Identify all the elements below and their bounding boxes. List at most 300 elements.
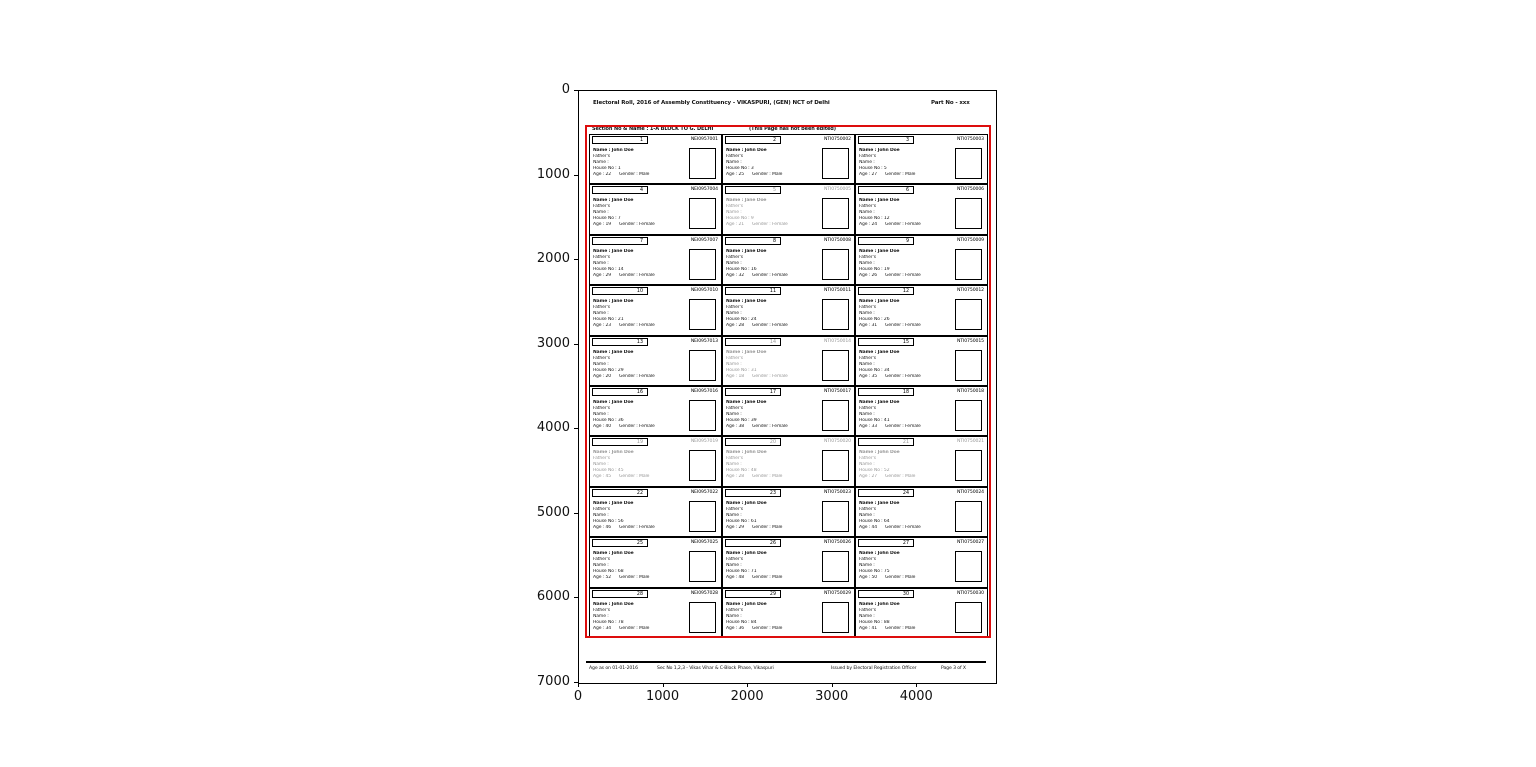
relation-line-1: Father's [859,204,876,210]
name-line: Name : John Doe [859,148,900,153]
house-line: House No : 3 [726,166,754,171]
age-gender-line: Age : 46 Gender : Female [593,524,655,530]
voter-details [726,198,818,228]
voter-card [723,236,854,284]
epic-number: NTI0750014 [823,338,851,344]
relation-line-2: Name : [593,160,609,165]
voter-card [856,589,987,637]
voter-details [593,350,685,380]
house-line: House No : 52 [859,468,890,474]
relation-line-2: Name : [593,260,609,266]
relation-line-2: Name : [726,160,742,165]
serial-number: 3 [905,138,909,143]
voter-details [726,400,818,430]
voter-card [723,387,854,435]
photo-box [822,299,849,330]
house-line: House No : 5 [859,166,887,171]
voter-details [859,602,951,632]
figure-axes [578,90,997,684]
voter-card [856,488,987,536]
serial-number: 28 [636,591,643,597]
voter-card [590,488,721,536]
voter-details [859,350,951,380]
relation-line-2: Name : [859,412,875,417]
photo-box [955,299,982,330]
serial-number: 19 [636,440,643,446]
relation-line-2: Name : [593,210,609,216]
serial-number-box [725,489,781,497]
footer-page-number: Page 3 of X [941,666,966,671]
serial-number: 20 [769,440,776,446]
serial-number-box [592,489,648,497]
serial-number-box [858,136,914,144]
age-gender-line: Age : 34 Gender : Male [593,625,650,631]
relation-line-1: Father's [859,506,876,512]
photo-box [822,602,849,633]
y-axis-tick-mark [574,344,578,345]
age-gender-line: Age : 31 Gender : Female [859,323,921,329]
name-line: Name : Jane Doe [593,248,634,254]
serial-number: 13 [636,339,643,345]
serial-number-box [592,438,648,446]
age-gender-line: Age : 28 Gender : Female [726,323,788,329]
age-gender-line: Age : 21 Gender : Female [726,222,788,228]
serial-number: 22 [636,490,643,496]
photo-box [955,148,982,179]
voter-card [590,387,721,435]
serial-number: 21 [902,440,909,446]
name-line: Name : Jane Doe [726,248,767,254]
relation-line-2: Name : [726,210,742,216]
x-axis-tick-label: 4000 [899,689,933,704]
relation-line-2: Name : [593,613,609,619]
house-line: House No : 36 [593,418,624,423]
photo-box [822,148,849,179]
photo-box [955,198,982,229]
voter-card [723,589,854,637]
relation-line-2: Name : [859,462,875,468]
y-axis-tick-label: 5000 [536,504,570,520]
age-gender-line: Age : 26 Gender : Female [859,272,921,278]
name-line: Name : Jane Doe [859,500,900,506]
serial-number: 7 [639,238,643,244]
name-line: Name : Jane Doe [726,299,767,305]
voter-card [723,337,854,385]
relation-line-2: Name : [593,512,609,518]
name-line: Name : Jane Doe [726,198,767,204]
age-gender-line: Age : 32 Gender : Female [726,272,788,278]
voter-card [723,437,854,485]
relation-line-1: Father's [726,204,743,210]
age-gender-line: Age : 22 Gender : Male [593,172,650,177]
epic-number: NEI0957019 [690,439,718,445]
relation-line-2: Name : [859,563,875,569]
serial-number: 23 [769,490,776,496]
y-axis-tick-mark [574,175,578,176]
relation-line-2: Name : [859,210,875,216]
age-gender-line: Age : 35 Gender : Female [859,373,921,379]
epic-number: NTI0750024 [956,489,984,495]
house-line: House No : 19 [859,266,890,272]
serial-number: 26 [769,541,776,547]
serial-number: 1 [639,138,643,143]
name-line: Name : Jane Doe [726,400,767,405]
house-line: House No : 29 [593,367,624,373]
relation-line-1: Father's [593,254,610,260]
house-line: House No : 75 [859,569,890,575]
epic-number: NTI0750021 [956,439,984,445]
name-line: Name : John Doe [593,601,634,607]
house-line: House No : 24 [726,317,757,323]
serial-number: 30 [902,591,909,597]
serial-number: 29 [769,591,776,597]
photo-box [955,249,982,280]
name-line: Name : Jane Doe [859,349,900,355]
serial-number: 15 [902,339,909,345]
x-axis-tick-mark [578,683,579,687]
house-line: House No : 61 [726,518,757,524]
house-line: House No : 84 [726,619,757,625]
name-line: Name : Jane Doe [859,248,900,254]
photo-box [822,400,849,431]
name-line: Name : Jane Doe [593,198,634,204]
voter-card [723,135,854,183]
house-line: House No : 1 [593,166,621,171]
relation-line-1: Father's [859,305,876,311]
name-line: Name : Jane Doe [593,349,634,355]
x-axis-tick-mark [747,683,748,687]
age-gender-line: Age : 44 Gender : Female [859,524,921,530]
photo-box [689,400,716,431]
x-axis-tick-label: 3000 [815,689,849,704]
serial-number: 27 [902,541,909,547]
epic-number: NTI0750018 [956,389,984,394]
voter-details [726,602,818,632]
photo-box [689,249,716,280]
epic-number: NEI0957013 [690,338,718,344]
name-line: Name : John Doe [593,551,634,557]
photo-box [689,450,716,481]
serial-number-box [858,489,914,497]
footer-section-note: Sec No 1,2,3 - Vikas Vihar & C-Block Phase, Vikaspuri [657,666,774,671]
house-line: House No : 16 [726,266,757,272]
name-line: Name : John Doe [859,450,900,456]
age-gender-line: Age : 18 Gender : Female [726,373,788,379]
house-line: House No : 78 [593,619,624,625]
name-line: Name : Jane Doe [859,198,900,204]
relation-line-1: Father's [726,406,743,411]
house-line: House No : 56 [593,518,624,524]
age-gender-line: Age : 36 Gender : Male [726,625,783,631]
relation-line-2: Name : [726,260,742,266]
age-gender-line: Age : 27 Gender : Male [859,172,916,177]
epic-number: NTI0750006 [956,187,984,193]
relation-line-2: Name : [859,311,875,317]
serial-number-box [725,388,781,396]
photo-box [689,501,716,532]
relation-line-2: Name : [593,412,609,417]
voter-card [856,135,987,183]
relation-line-1: Father's [726,355,743,361]
y-axis-tick-mark [574,597,578,598]
x-axis-tick-label: 0 [573,689,583,704]
serial-number-box [858,338,914,346]
house-line: House No : 21 [593,317,624,323]
age-gender-line: Age : 33 Gender : Female [859,424,921,429]
voter-details [726,551,818,581]
voter-card [590,185,721,233]
serial-number: 6 [905,188,909,194]
epic-number: NTI0750017 [823,389,851,394]
y-axis-tick-label: 1000 [536,166,570,182]
epic-number: NTI0750015 [956,338,984,344]
photo-box [955,350,982,381]
epic-number: NTI0750012 [956,288,984,294]
voter-card [856,185,987,233]
serial-number: 2 [772,138,776,143]
epic-number: NEI0957001 [690,137,718,142]
serial-number-box [858,590,914,598]
house-line: House No : 39 [726,418,757,423]
serial-number: 25 [636,541,643,547]
relation-line-1: Father's [859,406,876,411]
age-gender-line: Age : 27 Gender : Male [859,474,916,480]
name-line: Name : John Doe [726,148,767,153]
epic-number: NTI0750009 [956,237,984,243]
epic-number: NTI0750020 [823,439,851,445]
y-axis-tick-mark [574,259,578,260]
relation-line-1: Father's [593,406,610,411]
epic-number: NEI0957025 [690,540,718,546]
document-header-title: Electoral Roll, 2016 of Assembly Constituency - VIKASPURI, (GEN) NCT of Delhi [593,100,830,106]
serial-number: 4 [639,188,643,194]
relation-line-2: Name : [859,512,875,518]
voter-details [859,450,951,480]
name-line: Name : John Doe [726,450,767,456]
photo-box [689,551,716,582]
x-axis-tick-mark [916,683,917,687]
voter-details [593,501,685,531]
footer-divider [586,661,986,663]
house-line: House No : 14 [593,266,624,272]
voter-card [590,236,721,284]
photo-box [955,450,982,481]
photo-box [955,551,982,582]
serial-number-box [725,136,781,144]
voter-details [859,400,951,430]
house-line: House No : 64 [859,518,890,524]
name-line: Name : John Doe [726,500,767,506]
relation-line-2: Name : [859,260,875,266]
y-axis-tick-label: 2000 [536,251,570,267]
voter-card [590,437,721,485]
voter-details [593,551,685,581]
part-number: Part No - xxx [931,100,970,106]
voter-card-grid [589,134,988,638]
epic-number: NTI0750003 [956,137,984,142]
serial-number: 8 [772,238,776,244]
voter-card [856,538,987,586]
relation-line-1: Father's [726,607,743,613]
relation-line-2: Name : [726,311,742,317]
relation-line-1: Father's [593,204,610,210]
relation-line-1: Father's [859,607,876,613]
serial-number-box [725,237,781,245]
house-line: House No : 26 [859,317,890,323]
serial-number: 12 [902,289,909,295]
photo-box [689,148,716,179]
name-line: Name : Jane Doe [593,400,634,405]
relation-line-2: Name : [726,361,742,367]
voter-details [859,148,951,178]
voter-card [723,286,854,334]
epic-number: NTI0750027 [956,540,984,546]
serial-number-box [592,590,648,598]
relation-line-2: Name : [859,613,875,619]
relation-line-1: Father's [859,456,876,462]
voter-card [856,236,987,284]
age-gender-line: Age : 52 Gender : Male [593,575,650,581]
relation-line-2: Name : [593,311,609,317]
serial-number-box [592,388,648,396]
name-line: Name : Jane Doe [593,299,634,305]
serial-number: 11 [769,289,776,295]
voter-details [593,400,685,430]
photo-box [689,299,716,330]
relation-line-2: Name : [726,462,742,468]
name-line: Name : John Doe [859,601,900,607]
photo-box [955,400,982,431]
house-line: House No : 9 [726,216,754,222]
serial-number: 24 [902,490,909,496]
age-gender-line: Age : 41 Gender : Male [859,625,916,631]
house-line: House No : 68 [593,569,624,575]
epic-number: NEI0957010 [690,288,718,294]
serial-number-box [858,237,914,245]
voter-card [590,589,721,637]
serial-number-box [592,338,648,346]
voter-details [593,148,685,178]
age-gender-line: Age : 29 Gender : Female [593,272,655,278]
photo-box [822,450,849,481]
photo-box [689,350,716,381]
voter-card [723,185,854,233]
section-header: Section No & Name : 1-A BLOCK TO G. DELHI [592,126,714,132]
serial-number-box [592,237,648,245]
relation-line-1: Father's [593,557,610,563]
name-line: Name : John Doe [859,551,900,557]
age-gender-line: Age : 28 Gender : Male [726,474,783,480]
name-line: Name : John Doe [593,450,634,456]
voter-details [593,198,685,228]
epic-number: NTI0750002 [823,137,851,142]
age-gender-line: Age : 45 Gender : Male [593,474,650,480]
age-gender-line: Age : 50 Gender : Male [859,575,916,581]
name-line: Name : Jane Doe [726,349,767,355]
relation-line-1: Father's [726,305,743,311]
age-gender-line: Age : 23 Gender : Female [593,323,655,329]
relation-line-2: Name : [593,563,609,569]
epic-number: NEI0957022 [690,489,718,495]
serial-number-box [725,438,781,446]
serial-number-box [592,186,648,194]
y-axis-tick-label: 0 [561,82,570,97]
relation-line-2: Name : [593,462,609,468]
serial-number: 10 [636,289,643,295]
epic-number: NTI0750029 [823,590,851,596]
relation-line-1: Father's [593,154,610,159]
relation-line-1: Father's [593,607,610,613]
epic-number: NEI0957028 [690,590,718,596]
y-axis-tick-label: 6000 [536,589,570,605]
relation-line-2: Name : [726,512,742,518]
age-gender-line: Age : 20 Gender : Female [593,373,655,379]
house-line: House No : 31 [726,367,757,373]
voter-card [590,337,721,385]
house-line: House No : 71 [726,569,757,575]
epic-number: NTI0750011 [823,288,851,294]
relation-line-2: Name : [593,361,609,367]
epic-number: NTI0750026 [823,540,851,546]
relation-line-1: Father's [593,305,610,311]
relation-line-1: Father's [726,506,743,512]
photo-box [689,198,716,229]
y-axis-tick-label: 7000 [536,673,570,689]
serial-number-box [725,287,781,295]
y-axis-tick-mark [574,428,578,429]
relation-line-1: Father's [726,557,743,563]
x-axis-tick-mark [663,683,664,687]
voter-card [723,488,854,536]
serial-number-box [858,388,914,396]
epic-number: NTI0750005 [823,187,851,193]
voter-details [593,450,685,480]
epic-number: NEI0957016 [690,389,718,394]
voter-details [726,299,818,329]
serial-number-box [725,590,781,598]
serial-number-box [592,287,648,295]
serial-number-box [592,539,648,547]
photo-box [822,198,849,229]
house-line: House No : 41 [859,418,890,423]
house-line: House No : 34 [859,367,890,373]
voter-details [726,249,818,279]
relation-line-2: Name : [859,160,875,165]
epic-number: NTI0750008 [823,237,851,243]
voter-card [856,387,987,435]
voter-card [723,538,854,586]
serial-number: 16 [636,390,643,395]
serial-number-box [858,438,914,446]
y-axis-tick-label: 4000 [536,420,570,436]
voter-details [859,501,951,531]
name-line: Name : Jane Doe [593,500,634,506]
relation-line-1: Father's [593,506,610,512]
epic-number: NTI0750030 [956,590,984,596]
voter-details [726,501,818,531]
voter-details [593,602,685,632]
relation-line-1: Father's [726,456,743,462]
age-gender-line: Age : 25 Gender : Male [726,172,783,177]
house-line: House No : 45 [593,468,624,474]
age-gender-line: Age : 40 Gender : Female [593,424,655,429]
name-line: Name : John Doe [593,148,634,153]
voter-details [859,299,951,329]
voter-card [590,135,721,183]
relation-line-1: Father's [593,456,610,462]
photo-box [822,501,849,532]
epic-number: NEI0957007 [690,237,718,243]
